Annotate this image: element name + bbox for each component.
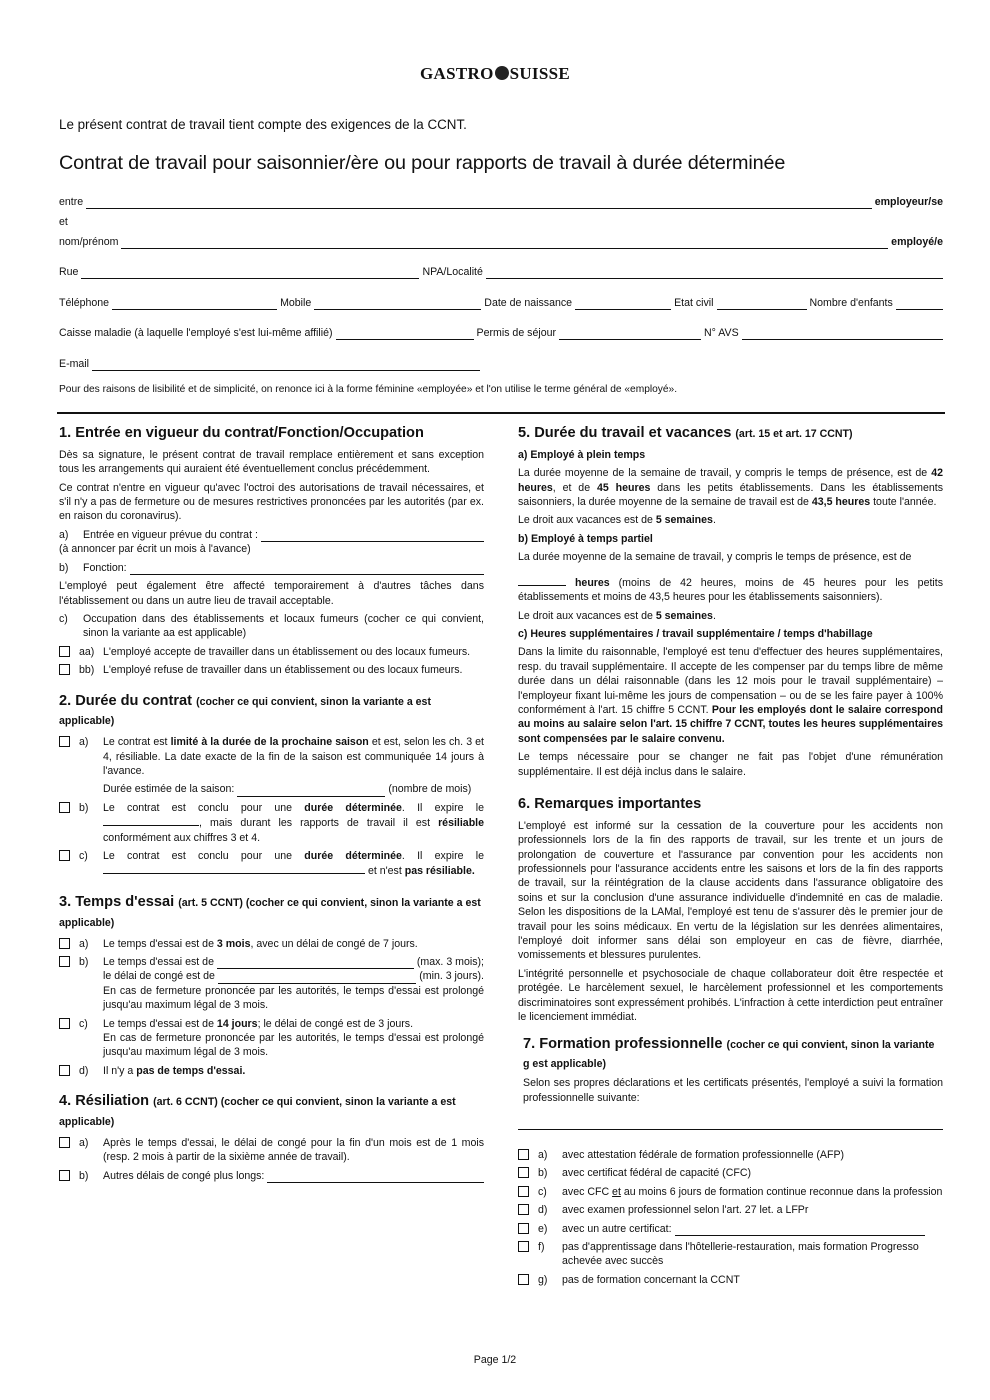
training-field-line[interactable] — [518, 1129, 943, 1130]
bold-run: durée déterminée — [304, 801, 402, 814]
text-run: . Il expire le — [401, 801, 484, 814]
residence-permit-field[interactable] — [559, 328, 701, 340]
children-count-field[interactable] — [896, 298, 943, 310]
bold-run: durée déterminée — [304, 850, 402, 863]
fulltime-vacation: Le droit aux vacances est de 5 semaines. — [518, 514, 716, 527]
bold-run: 5 semaines — [655, 514, 713, 527]
label-email: E-mail — [59, 358, 90, 370]
text-run: Le contrat est — [103, 736, 171, 749]
section-7-title-text: 7. Formation professionnelle — [523, 1035, 723, 1052]
text-run: , et de — [552, 481, 597, 494]
letter-7c: c) — [538, 1185, 547, 1198]
section-6-title: 6. Remarques importantes — [518, 795, 702, 812]
label-et: et — [59, 216, 68, 228]
section-4-title-text: 4. Résiliation — [59, 1093, 150, 1110]
label-rue: Rue — [59, 266, 79, 278]
start-date-note: (à annoncer par écrit un mois à l'avance) — [59, 543, 251, 556]
section-1-title: 1. Entrée en vigueur du contrat/Fonction/Occupation — [59, 425, 424, 441]
option-2c — [59, 849, 484, 879]
letter-7a: a) — [538, 1149, 548, 1161]
label-nom: nom/prénom — [59, 236, 119, 248]
training-option-a-text: avec attestation fédérale de formation professionnelle (AFP) — [562, 1149, 845, 1161]
training-option-d — [518, 1203, 943, 1217]
letter-3c: c) — [79, 1017, 88, 1030]
text-run: toute l'année. — [870, 496, 937, 509]
civil-status-field[interactable] — [717, 298, 807, 310]
function-row — [59, 561, 484, 575]
gastrosuisse-logo — [0, 62, 990, 85]
bold-run: pas de temps d'essai. — [136, 1064, 246, 1077]
text-run: le délai de congé est de — [103, 970, 215, 983]
section-1-p2: Ce contrat n'entre en vigueur qu'avec l'octroi des autorisations de travail nécessaires, et s'il n'y a pas de fermeture ou de mesures restrictives prononcées par les autorités (par ex. en raison du coronavirus). — [59, 481, 484, 523]
training-option-e-text — [562, 1222, 943, 1236]
season-months-label: (nombre de mois) — [388, 783, 472, 796]
option-3c — [59, 1017, 484, 1060]
section-4-subtitle: (art. 6 CCNT) (cocher ce qui convient, sinon la variante a est applicable) — [59, 1096, 456, 1129]
letter-7e: e) — [538, 1222, 548, 1235]
checkbox-2b[interactable] — [59, 802, 70, 813]
checkbox-3a[interactable] — [59, 938, 70, 949]
page-number: Page 1/2 — [473, 1354, 517, 1366]
option-bb-text: L'employé refuse de travailler dans un établissement ou des locaux fumeurs. — [103, 664, 463, 677]
text-run: Le droit aux vacances est de — [518, 609, 656, 622]
training-option-e — [518, 1222, 943, 1236]
text-run: (min. 3 jours). — [419, 970, 484, 983]
parttime-vacation: Le droit aux vacances est de 5 semaines. — [518, 609, 716, 622]
letter-7f: f) — [538, 1241, 545, 1254]
bold-run: 14 jours — [216, 1017, 258, 1030]
letter-3b: b) — [79, 955, 89, 968]
health-insurance-field[interactable] — [336, 328, 474, 340]
text-run: Le temps d'essai est de — [103, 937, 217, 950]
section-1-p3: L'employé peut également être affecté temporairement à d'autres tâches dans l'établissement ou dans un autre lieu de travail acceptable. — [59, 580, 484, 607]
field-row-insurance — [59, 326, 943, 340]
text-run: Le temps d'essai est de — [103, 1017, 217, 1030]
season-duration-label: Durée estimée de la saison: — [103, 783, 235, 796]
label-enfants: Nombre d'enfants — [809, 297, 893, 309]
option-aa — [59, 645, 484, 659]
birthdate-field[interactable] — [575, 298, 671, 310]
avs-number-field[interactable] — [742, 328, 943, 340]
employer-field[interactable] — [86, 197, 872, 209]
option-3d-text — [103, 1064, 484, 1078]
longer-notice-field[interactable] — [267, 1171, 484, 1183]
bold-run: pas résiliable. — [404, 865, 475, 878]
letter-4a: a) — [79, 1136, 89, 1149]
overtime-text — [518, 645, 943, 746]
trial-length-row — [103, 955, 484, 969]
field-row-email — [59, 357, 943, 371]
notice-length-row — [103, 969, 484, 983]
page-title: Contrat de travail pour saisonnier/ère ou pour rapports de travail à durée déterminée — [59, 152, 786, 174]
label-telephone: Téléphone — [59, 297, 110, 309]
text-run: au moins 6 jours de formation continue reconnue dans la profession — [620, 1185, 943, 1198]
function-field[interactable] — [130, 563, 484, 575]
text-run: Dans la limite du raisonnable, l'employé est tenu d'effectuer des heures supplémentaires, resp. du travail supplémentaire. Il accepte de les compenser par du temps libre de même durée dans un délai raisonnable (dans les 12 mois pour le travail supplémentaire) – l'employeur fixant lui-même les jours de compensation – ou de se les faire payer à 100% conformément à l'art. 15 chiffre 5 CCNT. — [518, 646, 943, 716]
training-option-f-text: pas d'apprentissage dans l'hôtellerie-restauration, mais formation Progresso achevée avec succès — [562, 1241, 919, 1268]
label-npa: NPA/Localité — [422, 266, 483, 278]
option-3b-text — [103, 955, 484, 1013]
section-5-subtitle: (art. 15 et art. 17 CCNT) — [735, 428, 853, 440]
section-4-title — [59, 1092, 484, 1132]
letter-c: c) — [59, 612, 68, 625]
training-option-g-text: pas de formation concernant la CCNT — [562, 1273, 740, 1286]
option-3d — [59, 1064, 484, 1078]
checkbox-4b[interactable] — [59, 1170, 70, 1181]
text-run: conformément aux chiffres 3 et 4. — [103, 831, 261, 844]
label-etat-civil: Etat civil — [674, 297, 714, 309]
text-run: et est, selon les ch. 3 et 4, résiliable. La date exacte de la fin de la saison est communiquée 14 jours à l'avance. — [103, 736, 484, 778]
option-3a — [59, 937, 484, 951]
employee-name-field[interactable] — [121, 237, 888, 249]
training-option-c — [518, 1185, 943, 1199]
checkbox-7f[interactable] — [518, 1241, 529, 1252]
notice-length-field[interactable] — [218, 972, 416, 984]
logo-text-left: GASTRO — [420, 64, 494, 83]
letter-4b: b) — [79, 1169, 89, 1182]
text-run: La durée moyenne de la semaine de travail, y compris le temps de présence, est de — [518, 467, 932, 480]
season-duration-row — [103, 782, 484, 796]
text-run: (moins de 42 heures, moins de 45 heures pour les petits établissements et moins de 43,5 heures pour les établissements saisonniers). — [518, 576, 943, 604]
checkbox-bb[interactable] — [59, 664, 70, 675]
field-row-address — [59, 265, 943, 279]
expiry-date-field-b[interactable] — [103, 815, 199, 826]
text-run: Le temps d'essai est de — [103, 955, 214, 968]
letter-2a: a) — [79, 736, 89, 749]
letter-3d: d) — [79, 1064, 89, 1077]
text-run: . Il expire le — [401, 850, 484, 863]
section-1-p1: Dès sa signature, le présent contrat de travail remplace entièrement et sans exception tous les arrangements qui auraient été éventuellement conclus précédemment. — [59, 448, 484, 476]
text-run: Autres délais de congé plus longs: — [103, 1169, 265, 1182]
section-7-subtitle: (cocher ce qui convient, sinon la variante g est applicable) — [523, 1038, 935, 1071]
section-2-title-text: 2. Durée du contrat — [59, 692, 192, 709]
checkbox-aa[interactable] — [59, 646, 70, 657]
checkbox-2a[interactable] — [59, 736, 70, 747]
smoking-intro — [59, 612, 484, 641]
checkbox-7c[interactable] — [518, 1186, 529, 1197]
trial-length-field[interactable] — [217, 957, 414, 969]
section-3-subtitle: (art. 5 CCNT) (cocher ce qui convient, sinon la variante a est applicable) — [59, 896, 481, 929]
start-date-label: Entrée en vigueur prévue du contrat : — [83, 528, 258, 541]
text-run: , mais durant les rapports de travail il est — [199, 817, 439, 830]
mobile-field[interactable] — [314, 298, 481, 310]
label-naissance: Date de naissance — [484, 297, 573, 309]
option-2c-text — [103, 849, 484, 879]
option-bb — [59, 663, 484, 677]
readability-note: Pour des raisons de lisibilité et de simplicité, on renonce ici à la forme féminine «employée» et l'on utilise le terme général de «employé». — [59, 384, 678, 395]
intro-text: Le présent contrat de travail tient compte des exigences de la CCNT. — [59, 117, 467, 132]
checkbox-7d[interactable] — [518, 1204, 529, 1215]
section-7-title — [523, 1035, 943, 1075]
training-option-g — [518, 1273, 943, 1287]
parttime-text — [518, 550, 943, 604]
label-employe: employé/e — [891, 236, 943, 248]
checkbox-3c[interactable] — [59, 1018, 70, 1029]
text-run: Le contrat est conclu pour une — [103, 801, 305, 814]
text-run: En cas de fermeture prononcée par les autorités, le temps d'essai est prolongé jusqu'au maximum légal de 3 mois. — [103, 1032, 484, 1059]
bold-run: 5 semaines — [655, 609, 713, 622]
letter-aa: aa) — [79, 645, 95, 658]
section-3-title — [59, 893, 484, 933]
function-label: Fonction: — [83, 561, 127, 574]
section-5-title-text: 5. Durée du travail et vacances — [518, 425, 732, 441]
option-2a — [59, 735, 484, 778]
field-row-et — [59, 215, 943, 229]
underlined-run: et — [612, 1185, 621, 1198]
text-run: Le contrat est conclu pour une — [103, 850, 305, 863]
bold-run: 43,5 heures — [811, 496, 871, 509]
checkbox-7b[interactable] — [518, 1167, 529, 1178]
text-run: En cas de fermeture prononcée par les autorités, le temps d'essai est prolongé jusqu'au maximum légal de 3 mois. — [103, 984, 484, 1012]
bold-run: résiliable — [438, 817, 484, 830]
bold-run: 45 heures — [596, 481, 651, 494]
checkbox-7a[interactable] — [518, 1149, 529, 1160]
label-mobile: Mobile — [280, 297, 312, 309]
section-5-title — [518, 424, 943, 444]
fulltime-heading: a) Employé à plein temps — [518, 448, 646, 461]
logo-text-right: SUISSE — [509, 64, 570, 83]
training-option-c-text — [562, 1185, 943, 1199]
training-option-b — [518, 1166, 943, 1180]
right-column — [518, 424, 943, 1291]
field-row-contact — [59, 296, 943, 310]
bold-run: limité à la durée de la prochaine saison — [170, 736, 369, 749]
bold-run: Pour les employés dont le salaire correspond au moins au salaire selon l'art. 15 chiffre 7 CCNT, toutes les heures supplémentaires sont compensées par le salaire convenu. — [518, 703, 943, 745]
label-caisse: Caisse maladie (à laquelle l'employé s'est lui-même affilié) — [59, 327, 333, 339]
letter-bb: bb) — [79, 664, 95, 677]
training-option-b-text: avec certificat fédéral de capacité (CFC) — [562, 1167, 751, 1180]
letter-3a: a) — [79, 937, 89, 950]
bold-run: heures — [574, 576, 610, 589]
changing-time-text: Le temps nécessaire pour se changer ne fait pas l'objet d'une rémunération supplémentaire. Il est déjà inclus dans le salaire. — [518, 751, 943, 778]
letter-2c: c) — [79, 850, 88, 863]
bold-run: 3 mois — [216, 937, 251, 950]
label-avs: N° AVS — [704, 327, 739, 339]
text-run: dans les petits établissements. Dans les établissements saisonniers, la durée moyenne de la semaine de travail est de — [518, 481, 943, 509]
letter-7g: g) — [538, 1273, 548, 1286]
option-3c-text — [103, 1017, 484, 1060]
text-run: et n'est — [365, 865, 405, 878]
field-row-employer — [59, 195, 943, 209]
letter-7b: b) — [538, 1167, 548, 1180]
left-column — [59, 424, 484, 1187]
letter-b: b) — [59, 561, 69, 574]
letter-7d: d) — [538, 1204, 548, 1217]
npa-locality-field[interactable] — [486, 267, 943, 279]
bold-run: 42 heures — [518, 467, 943, 494]
training-option-f — [518, 1240, 943, 1269]
text-run: , avec un délai de congé de 7 jours. — [250, 937, 418, 950]
parttime-heading: b) Employé à temps partiel — [518, 532, 653, 545]
section-7 — [518, 1035, 943, 1106]
section-7-intro: Selon ses propres déclarations et les certificats présentés, l'employé a suivi la formation professionnelle suivante: — [523, 1077, 943, 1104]
expiry-date-field-c[interactable] — [103, 863, 365, 874]
section-2-subtitle: (cocher ce qui convient, sinon la variante a est applicable) — [59, 695, 431, 728]
section-6-p2: L'intégrité personnelle et psychosociale de chaque collaborateur doit être respectée et protégée. Le harcèlement sexuel, le harcèlement professionnel et les comportements discriminatoires sont expressément prohibés. L'infraction à cette interdiction peut entraîner le licenciement immédiat. — [518, 967, 943, 1024]
field-row-employee — [59, 235, 943, 249]
telephone-field[interactable] — [112, 298, 277, 310]
option-2a-text — [103, 735, 484, 778]
checkbox-3b[interactable] — [59, 956, 70, 967]
overtime-heading: c) Heures supplémentaires / travail supplémentaire / temps d'habillage — [518, 627, 873, 640]
letter-a: a) — [59, 528, 69, 541]
text-run: ; le délai de congé est de 3 jours. — [257, 1017, 414, 1030]
fulltime-text — [518, 466, 943, 509]
section-2-title — [59, 692, 484, 732]
label-entre: entre — [59, 196, 84, 208]
text-run: avec CFC — [562, 1185, 613, 1198]
logo-emblem-icon — [495, 66, 509, 80]
checkbox-3d[interactable] — [59, 1065, 70, 1076]
option-aa-text: L'employé accepte de travailler dans un établissement ou des locaux fumeurs. — [103, 645, 471, 658]
section-6-p1: L'employé est informé sur la cessation de la couverture pour les accidents non professionnels lors de la fin des rapports de travail, sur les trente et un jours de prolongation de couverture et l'assurance par convention pour les accidents non professionnels pour l'assurance accidents entre les saisons et lors de la fin des rapports de travail, sur la réintégration de la clause accidents dans l'assurance obligatoire des soins et sur la conclusion d'une assurance individuelle d'indemnité en cas de maladie. Selon les dispositions de la LAMal, l'employé est tenu de s'assurer dès le premier jour de travail pour les soins médicaux. En vertu de la législation sur les denrées alimentaires, l'employé doit informer sans délai son employeur en cas de fièvre, diarrhée, vomissements et blessures purulentes. — [518, 819, 943, 962]
letter-2b: b) — [79, 801, 89, 814]
label-permis: Permis de séjour — [476, 327, 557, 339]
training-option-a — [518, 1148, 943, 1162]
option-4b — [59, 1169, 484, 1183]
start-date-field[interactable] — [261, 530, 484, 542]
option-3b — [59, 955, 484, 1013]
start-date-row — [59, 528, 484, 542]
checkbox-7g[interactable] — [518, 1274, 529, 1285]
option-2b-text — [103, 801, 484, 845]
smoking-text: Occupation dans des établissements et locaux fumeurs (cocher ce qui convient, sinon la variante aa est applicable) — [83, 612, 484, 640]
text-run: (max. 3 mois); — [416, 955, 484, 968]
checkbox-2c[interactable] — [59, 850, 70, 861]
text-run: avec un autre certificat: — [562, 1222, 672, 1235]
parttime-hours-field[interactable] — [518, 575, 566, 586]
label-employeur: employeur/se — [874, 196, 943, 208]
option-4a — [59, 1136, 484, 1165]
email-field[interactable] — [92, 359, 480, 371]
text-run: La durée moyenne de la semaine de travail, y compris le temps de présence, est de — [518, 551, 912, 564]
option-4a-text: Après le temps d'essai, le délai de congé pour la fin d'un mois est de 1 mois (resp. 2 mois à partir de la sixième année de travail). — [103, 1136, 484, 1164]
text-run: Il n'y a — [103, 1064, 137, 1077]
section-divider — [57, 412, 945, 414]
option-4b-text — [103, 1169, 484, 1183]
option-3a-text — [103, 937, 484, 951]
season-duration-field[interactable] — [237, 785, 385, 797]
text-run: Le droit aux vacances est de — [518, 514, 656, 527]
checkbox-4a[interactable] — [59, 1137, 70, 1148]
section-3-title-text: 3. Temps d'essai — [59, 893, 175, 910]
checkbox-7e[interactable] — [518, 1223, 529, 1234]
option-2b — [59, 801, 484, 845]
street-field[interactable] — [81, 267, 419, 279]
training-option-d-text: avec examen professionnel selon l'art. 27 let. a LFPr — [562, 1204, 809, 1217]
other-certificate-field[interactable] — [675, 1224, 925, 1236]
